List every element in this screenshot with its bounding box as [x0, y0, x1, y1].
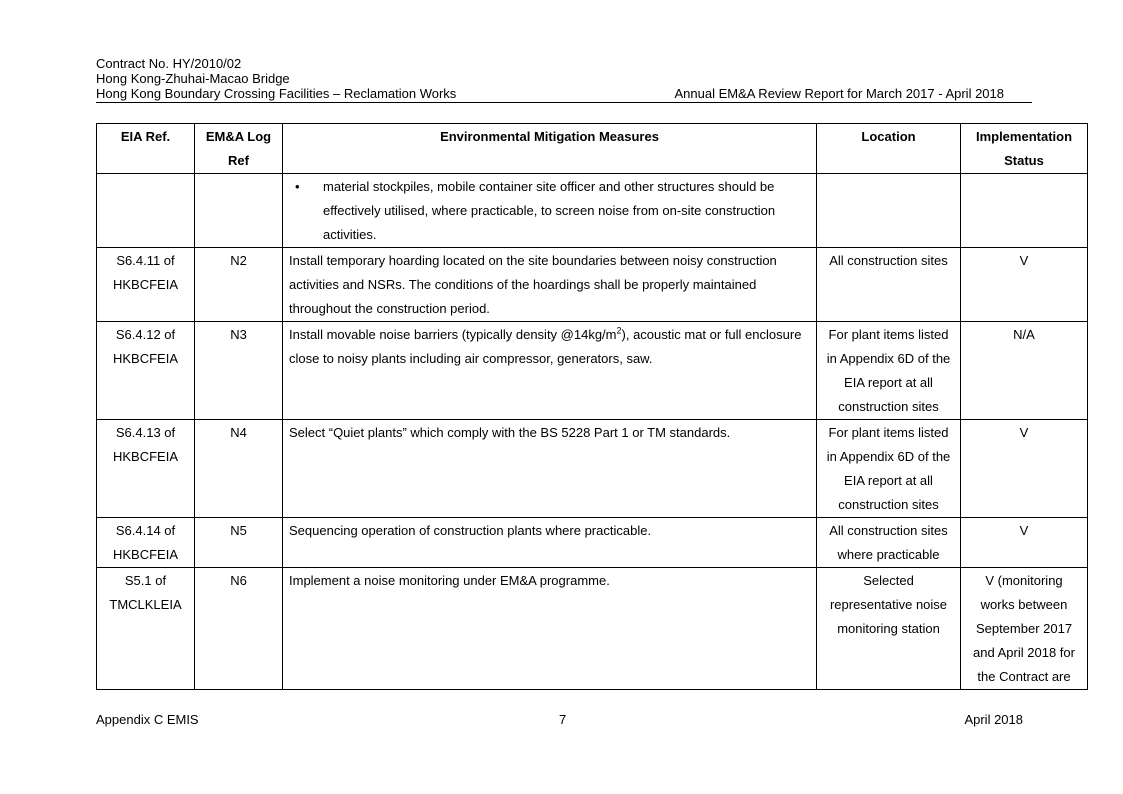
cell-eia-ref — [97, 518, 195, 568]
cell-location: All construction sites — [817, 248, 961, 322]
header-ema-log-ref-line1: EM&A Log — [205, 129, 272, 144]
page-header — [96, 56, 1032, 103]
cell-measure: Sequencing operation of construction plants where practicable. — [283, 518, 817, 568]
cell-eia-ref — [97, 174, 195, 248]
table-row — [97, 420, 1088, 518]
bullet-text: material stockpiles, mobile container site officer and other structures should be effectively utilised, where practicable, to screen noise from on-site construction activities. — [323, 179, 776, 242]
cell-log-ref: N4 — [195, 420, 283, 518]
cell-location: For plant items listed in Appendix 6D of the EIA report at all construction sites — [817, 322, 961, 420]
table-row — [97, 518, 1088, 568]
header-location: Location — [817, 124, 961, 174]
bullet-icon: • — [295, 179, 300, 194]
table-header-row — [97, 124, 1088, 174]
eia-ref-line1: S6.4.12 of — [115, 327, 176, 342]
cell-measure — [283, 322, 817, 420]
eia-ref-line1: S5.1 of — [124, 573, 167, 588]
eia-ref-line2: HKBCFEIA — [112, 277, 178, 292]
footer-appendix: Appendix C EMIS — [96, 712, 199, 727]
cell-status: V (monitoring works between September 2017 and April 2018 for the Contract are — [961, 568, 1088, 690]
header-ema-log-ref — [195, 124, 283, 174]
cell-log-ref: N3 — [195, 322, 283, 420]
report-title: Annual EM&A Review Report for March 2017 - April 2018 — [674, 86, 1004, 101]
cell-eia-ref — [97, 248, 195, 322]
cell-log-ref: N6 — [195, 568, 283, 690]
header-measures: Environmental Mitigation Measures — [283, 124, 817, 174]
cell-status: N/A — [961, 322, 1088, 420]
eia-ref-line1: S6.4.13 of — [115, 425, 176, 440]
eia-ref-line1: S6.4.11 of — [116, 253, 175, 268]
header-status-line2: Status — [1004, 153, 1044, 168]
cell-status: V — [961, 248, 1088, 322]
cell-location: For plant items listed in Appendix 6D of the EIA report at all construction sites — [817, 420, 961, 518]
cell-location — [817, 174, 961, 248]
cell-status: V — [961, 518, 1088, 568]
eia-ref-line2: HKBCFEIA — [112, 351, 178, 366]
cell-status — [961, 174, 1088, 248]
cell-log-ref: N2 — [195, 248, 283, 322]
cell-eia-ref — [97, 568, 195, 690]
cell-measure: Select “Quiet plants” which comply with the BS 5228 Part 1 or TM standards. — [283, 420, 817, 518]
eia-ref-line2: HKBCFEIA — [112, 449, 178, 464]
table-row — [97, 174, 1088, 248]
project-name: Hong Kong-Zhuhai-Macao Bridge — [96, 71, 290, 86]
eia-ref-line1: S6.4.14 of — [115, 523, 176, 538]
cell-measure: Implement a noise monitoring under EM&A programme. — [283, 568, 817, 690]
table-row — [97, 322, 1088, 420]
cell-log-ref: N5 — [195, 518, 283, 568]
header-status-line1: Implementation — [975, 129, 1073, 144]
contract-number: Contract No. HY/2010/02 — [96, 56, 242, 71]
cell-location: All construction sites where practicable — [817, 518, 961, 568]
cell-location: Selected representative noise monitoring station — [817, 568, 961, 690]
table-row — [97, 568, 1088, 690]
measure-text-after: ), acoustic mat or full enclosure close to noisy plants including air compressor, generators, saw. — [289, 327, 802, 366]
footer-date: April 2018 — [964, 712, 1023, 727]
cell-measure — [283, 174, 817, 248]
works-title: Hong Kong Boundary Crossing Facilities – Reclamation Works — [96, 86, 457, 101]
cell-eia-ref — [97, 420, 195, 518]
header-status — [961, 124, 1088, 174]
eia-ref-line2: TMCLKLEIA — [109, 597, 182, 612]
cell-measure: Install temporary hoarding located on the site boundaries between noisy construction activities and NSRs. The conditions of the hoardings shall be properly maintained throughout the construction period. — [283, 248, 817, 322]
bullet-item — [289, 175, 810, 247]
cell-log-ref — [195, 174, 283, 248]
table-row — [97, 248, 1088, 322]
header-last-row — [96, 86, 1032, 101]
header-ema-log-ref-line2: Ref — [228, 153, 249, 168]
header-eia-ref: EIA Ref. — [97, 124, 195, 174]
cell-eia-ref — [97, 322, 195, 420]
superscript: 2 — [616, 325, 622, 336]
mitigation-measures-table — [96, 123, 1088, 690]
cell-status: V — [961, 420, 1088, 518]
page-number: 7 — [559, 712, 567, 727]
measure-text-before: Install movable noise barriers (typically density @14kg/m — [289, 327, 617, 342]
eia-ref-line2: HKBCFEIA — [112, 547, 178, 562]
